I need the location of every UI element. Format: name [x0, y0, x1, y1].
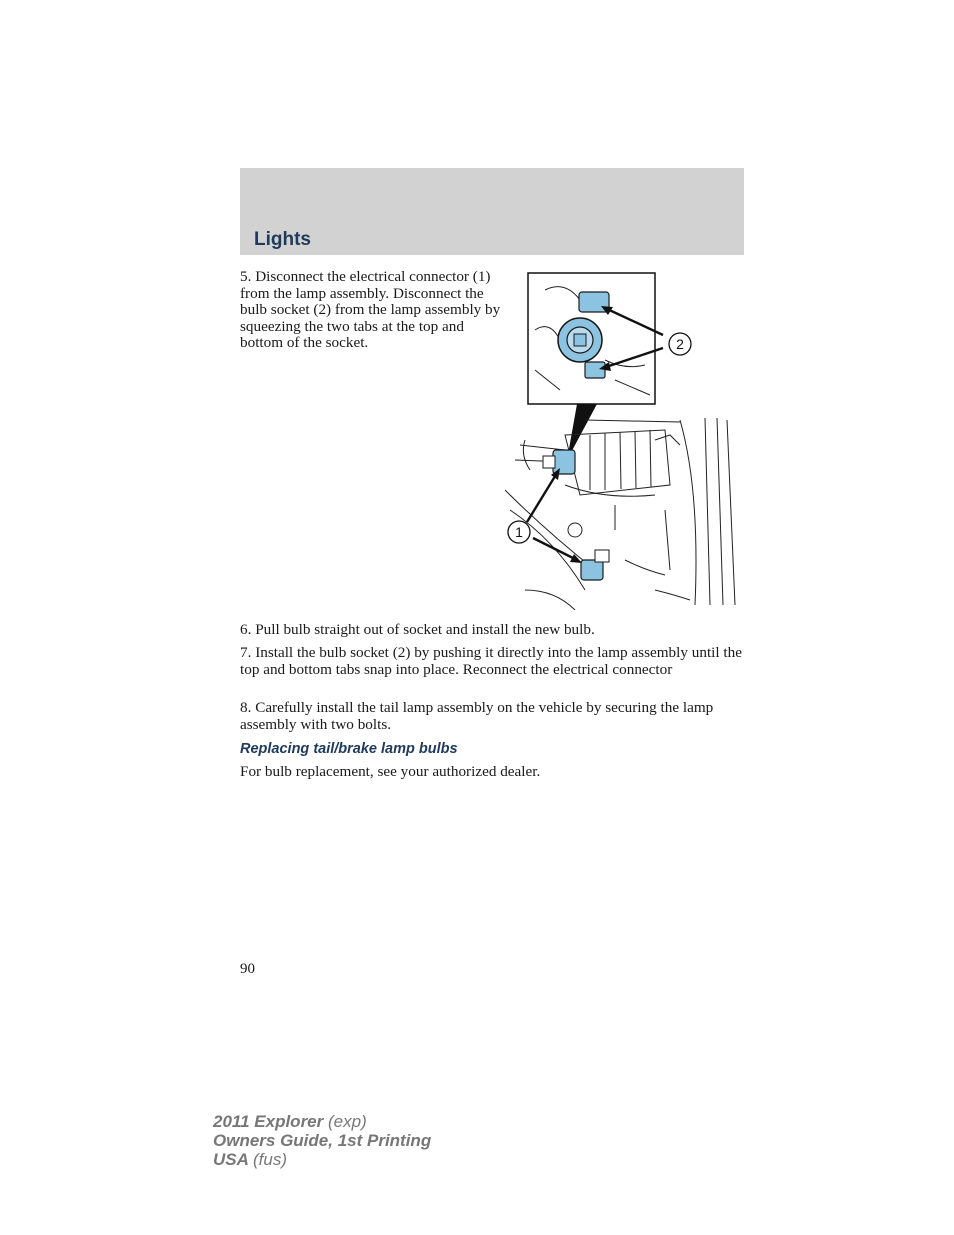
footer-imprint	[213, 1112, 431, 1169]
dealer-text: For bulb replacement, see your authorized dealer.	[240, 763, 541, 780]
footer-line-1	[213, 1112, 431, 1131]
footer-market-code: (fus)	[253, 1150, 287, 1169]
callout-2-label: 2	[676, 336, 684, 352]
electrical-connector-lower	[581, 550, 609, 580]
page-number: 90	[240, 961, 255, 977]
section-title: Lights	[254, 229, 311, 250]
callout-1-label: 1	[515, 524, 523, 540]
footer-model-code: (exp)	[328, 1112, 367, 1131]
step-5-text: 5. Disconnect the electrical connector (1) from the lamp assembly. Disconnect the bulb socket (2) from the lamp assembly by squeezing the two tabs at the top and bottom of the socket.	[240, 268, 501, 351]
tail-lamp-diagram	[505, 270, 745, 610]
subsection-title: Replacing tail/brake lamp bulbs	[240, 741, 458, 757]
callout-1-arrow-top	[527, 473, 557, 522]
footer-line-2: Owners Guide, 1st Printing	[213, 1131, 432, 1150]
step-8-text: 8. Carefully install the tail lamp assembly on the vehicle by securing the lamp assembly with two bolts.	[240, 699, 714, 733]
footer-line-3	[213, 1150, 431, 1169]
footer-market: USA	[213, 1150, 249, 1169]
callout-1-arrow-bottom	[533, 538, 577, 560]
lamp-assembly	[505, 418, 735, 610]
step-7-text: 7. Install the bulb socket (2) by pushing it directly into the lamp assembly until the top and bottom tabs snap into place. Reconnect the electrical connector	[240, 644, 742, 678]
section-header-band	[240, 168, 744, 255]
step-6-text: 6. Pull bulb straight out of socket and install the new bulb.	[240, 621, 595, 638]
footer-model: 2011 Explorer	[213, 1112, 324, 1131]
